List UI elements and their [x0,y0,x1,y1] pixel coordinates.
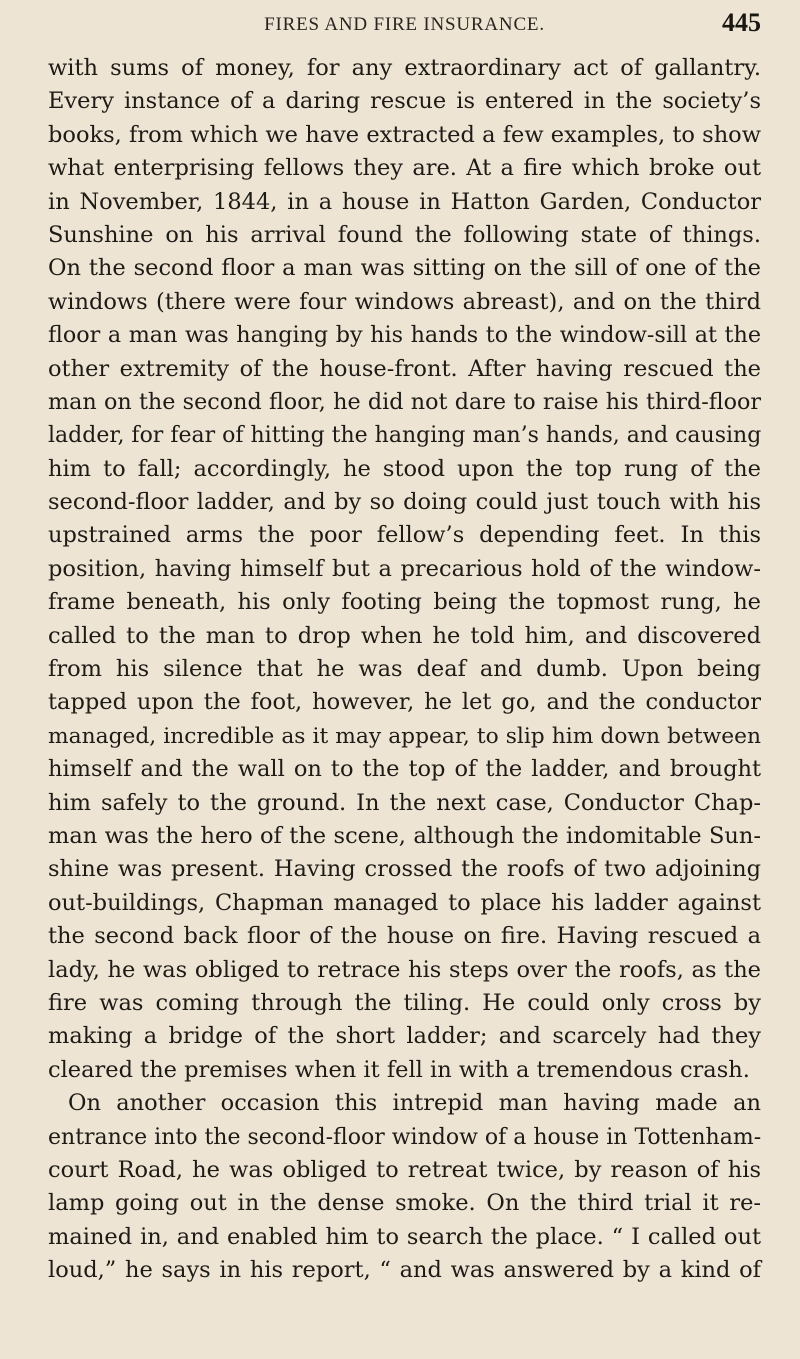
text-line: loud,” he says in his report, “ and was answered by a kind of [48,1257,761,1284]
text-line: himself and the wall on to the top of the ladder, and brought [48,756,761,783]
text-line: other extremity of the house-front. After having rescued the [48,355,761,382]
text-line: with sums of money, for any extraordinary act of gallantry. [48,55,761,81]
text-line: windows (there were four windows abreast), and on the third [48,288,761,315]
text-line: man was the hero of the scene, although the indomitable Sun- [48,822,761,849]
text-line: lamp going out in the dense smoke. On the third trial it re- [48,1190,761,1217]
text-line: On the second floor a man was sitting on the sill of one of the [48,255,761,282]
running-title: FIRES AND FIRE INSURANCE. [264,14,545,35]
text-line: from his silence that he was deaf and dumb. Upon being [48,656,761,683]
text-line: what enterprising fellows they are. At a fire which broke out [48,155,761,182]
text-line: Every instance of a daring rescue is entered in the society’s [48,88,761,115]
text-line: mained in, and enabled him to search the place. “ I called out [48,1223,761,1250]
text-line: cleared the premises when it fell in with a tremendous crash. [48,1056,750,1083]
text-line: court Road, he was obliged to retreat twice, by reason of his [48,1156,761,1183]
text-line: frame beneath, his only footing being the topmost rung, he [48,589,761,616]
text-line: fire was coming through the tiling. He could only cross by [48,989,761,1016]
text-line: books, from which we have extracted a few examples, to show [48,121,761,148]
text-line: man on the second floor, he did not dare to raise his third-floor [48,388,761,415]
text-line: position, having himself but a precarious hold of the window- [48,555,761,582]
text-line: lady, he was obliged to retrace his steps over the roofs, as the [48,956,761,983]
text-line: second-floor ladder, and by so doing could just touch with his [48,489,761,516]
running-head [48,6,761,42]
text-line: out-buildings, Chapman managed to place his ladder against [48,889,761,916]
text-line: him safely to the ground. In the next case, Conductor Chap- [48,789,761,816]
text-line: tapped upon the foot, however, he let go, and the conductor [48,689,761,716]
text-line: upstrained arms the poor fellow’s depending feet. In this [48,522,761,549]
text-line: in November, 1844, in a house in Hatton Garden, Conductor [48,188,761,215]
body-text [48,52,761,1287]
text-line: him to fall; accordingly, he stood upon the top rung of the [48,455,761,482]
text-line: ladder, for fear of hitting the hanging man’s hands, and causing [48,423,762,449]
text-line: On another occasion this intrepid man having made an [68,1090,761,1117]
text-line: called to the man to drop when he told him, and discovered [48,622,761,649]
text-line: shine was present. Having crossed the roofs of two adjoining [48,856,761,883]
page-number: 445 [722,8,761,37]
text-line: making a bridge of the short ladder; and scarcely had they [48,1023,761,1050]
text-line: floor a man was hanging by his hands to the window-sill at the [48,322,761,349]
text-line: entrance into the second-floor window of a house in Tottenham- [48,1124,762,1150]
text-line: managed, incredible as it may appear, to slip him down between [48,723,761,749]
text-line: Sunshine on his arrival found the following state of things. [48,221,761,248]
text-line: the second back floor of the house on fire. Having rescued a [48,923,761,950]
